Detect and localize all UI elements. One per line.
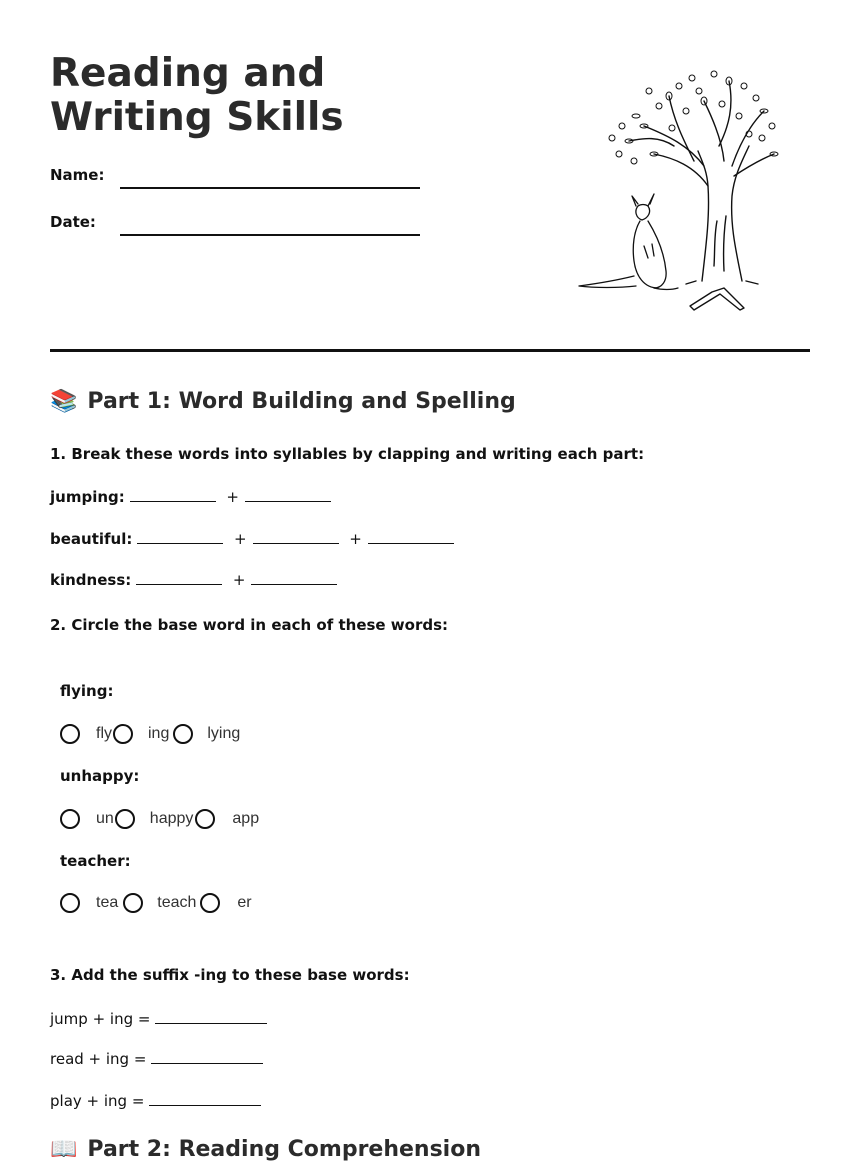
option-label: er bbox=[237, 894, 252, 911]
option-label: lying bbox=[207, 725, 241, 742]
syllable-blank[interactable] bbox=[130, 487, 216, 502]
option-label: un bbox=[96, 810, 114, 827]
plus-sign: + bbox=[233, 530, 247, 548]
open-book-icon: 📖 bbox=[50, 1137, 78, 1162]
suffix-answer-blank[interactable] bbox=[155, 1009, 267, 1024]
part1-heading-text: Part 1: Word Building and Spelling bbox=[87, 389, 516, 414]
page-title: Reading and Writing Skills bbox=[50, 51, 344, 140]
suffix-row bbox=[50, 1049, 263, 1068]
syllable-blank[interactable] bbox=[253, 529, 339, 544]
base-word-label: teacher: bbox=[60, 852, 131, 870]
syllable-word: jumping: bbox=[50, 488, 125, 506]
radio-option[interactable] bbox=[200, 893, 220, 913]
syllable-blank[interactable] bbox=[251, 570, 337, 585]
radio-option[interactable] bbox=[195, 809, 215, 829]
radio-option[interactable] bbox=[60, 724, 80, 744]
header-divider bbox=[50, 349, 810, 352]
q2-prompt: 2. Circle the base word in each of these words: bbox=[50, 616, 449, 634]
base-word-label: flying: bbox=[60, 682, 114, 700]
name-field[interactable] bbox=[120, 187, 420, 189]
option-label: teach bbox=[157, 894, 197, 911]
radio-option[interactable] bbox=[123, 893, 143, 913]
name-label: Name: bbox=[50, 166, 105, 184]
option-label: fly bbox=[96, 725, 112, 742]
books-icon: 📚 bbox=[50, 389, 78, 414]
syllable-row-beautiful bbox=[50, 529, 454, 548]
option-label: happy bbox=[149, 810, 194, 827]
option-row-teacher bbox=[60, 890, 252, 916]
kangaroo-tree-illustration bbox=[574, 66, 780, 316]
option-row-flying bbox=[60, 721, 240, 747]
suffix-equation: read + ing = bbox=[50, 1050, 147, 1068]
option-label: ing bbox=[148, 725, 170, 742]
syllable-blank[interactable] bbox=[368, 529, 454, 544]
option-label: tea bbox=[96, 894, 119, 911]
radio-option[interactable] bbox=[60, 893, 80, 913]
syllable-blank[interactable] bbox=[137, 529, 223, 544]
suffix-answer-blank[interactable] bbox=[151, 1049, 263, 1064]
radio-option[interactable] bbox=[115, 809, 135, 829]
suffix-answer-blank[interactable] bbox=[149, 1091, 261, 1106]
syllable-word: kindness: bbox=[50, 571, 132, 589]
q1-prompt: 1. Break these words into syllables by clapping and writing each part: bbox=[50, 445, 645, 463]
plus-sign: + bbox=[232, 571, 246, 589]
suffix-row bbox=[50, 1091, 261, 1110]
syllable-blank[interactable] bbox=[245, 487, 331, 502]
plus-sign: + bbox=[226, 488, 239, 506]
suffix-row bbox=[50, 1009, 267, 1028]
radio-option[interactable] bbox=[113, 724, 133, 744]
part1-heading bbox=[50, 389, 516, 414]
plus-sign: + bbox=[349, 530, 362, 548]
syllable-blank[interactable] bbox=[136, 570, 222, 585]
date-field[interactable] bbox=[120, 234, 420, 236]
date-label: Date: bbox=[50, 213, 96, 231]
suffix-equation: play + ing = bbox=[50, 1092, 145, 1110]
option-label: app bbox=[232, 810, 260, 827]
syllable-row-kindness bbox=[50, 570, 337, 589]
radio-option[interactable] bbox=[60, 809, 80, 829]
part2-heading-text: Part 2: Reading Comprehension bbox=[87, 1137, 481, 1162]
part2-heading bbox=[50, 1137, 481, 1162]
option-row-unhappy bbox=[60, 806, 259, 832]
suffix-equation: jump + ing = bbox=[50, 1010, 151, 1028]
syllable-row-jumping bbox=[50, 487, 331, 506]
radio-option[interactable] bbox=[173, 724, 193, 744]
q3-prompt: 3. Add the suffix -ing to these base words: bbox=[50, 966, 410, 984]
base-word-label: unhappy: bbox=[60, 767, 140, 785]
syllable-word: beautiful: bbox=[50, 530, 133, 548]
